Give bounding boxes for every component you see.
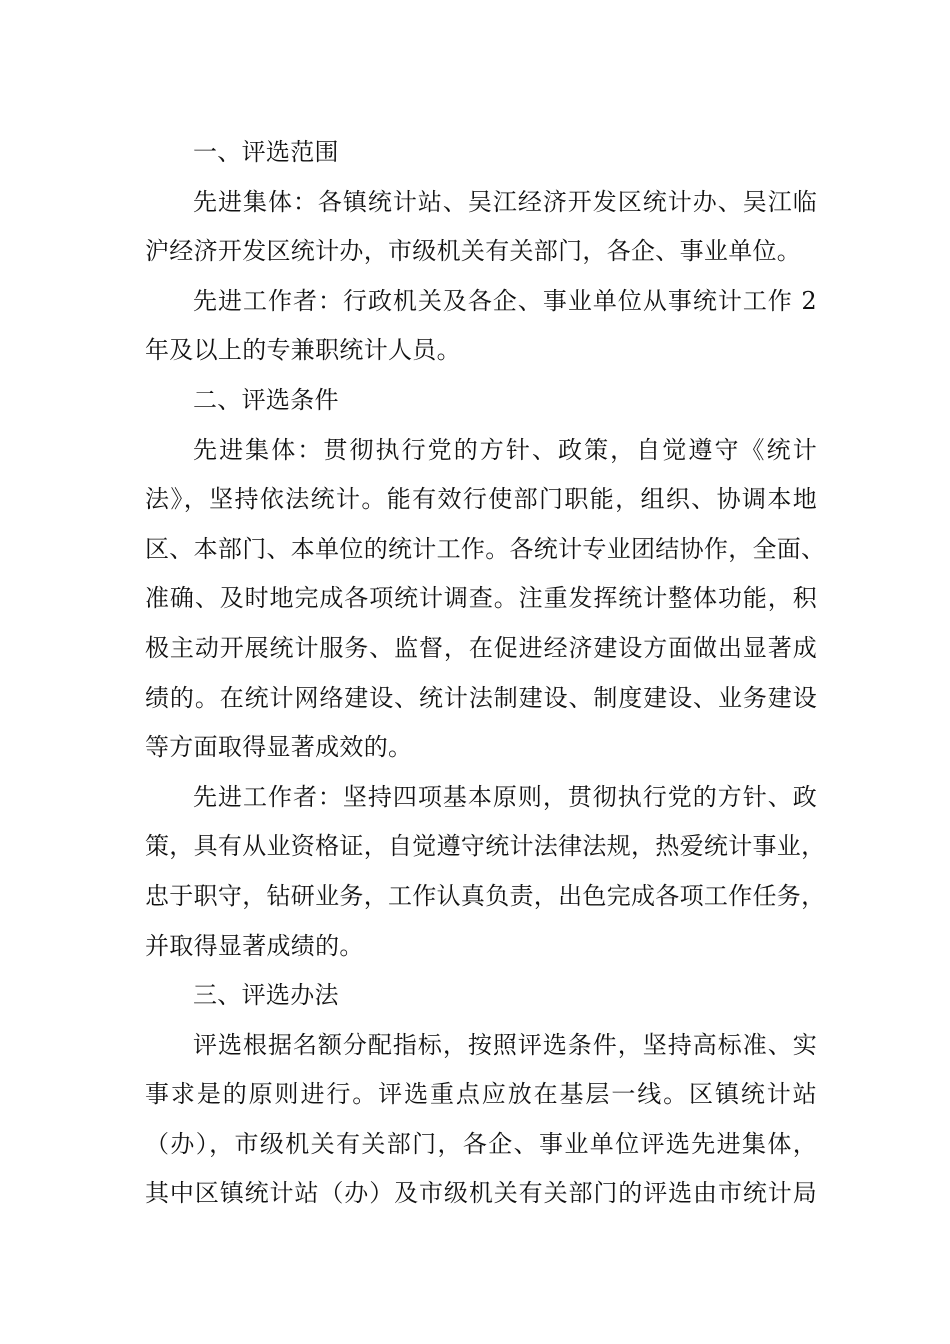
- paragraph-line: 策，具有从业资格证，自觉遵守统计法律法规，热爱统计事业，: [145, 832, 826, 861]
- paragraph-line: 等方面取得显著成效的。: [145, 733, 413, 762]
- section-heading: 二、评选条件: [193, 385, 339, 414]
- paragraph-line: 先进工作者：坚持四项基本原则，贯彻执行党的方针、政: [193, 782, 817, 811]
- paragraph-line: 极主动开展统计服务、监督，在促进经济建设方面做出显著成: [145, 633, 817, 662]
- section-heading: 三、评选办法: [193, 981, 339, 1010]
- paragraph-line: 并取得显著成绩的。: [145, 931, 364, 960]
- paragraph-line: 评选根据名额分配指标，按照评选条件，坚持高标准、实: [193, 1030, 817, 1059]
- paragraph-line: 先进集体：各镇统计站、吴江经济开发区统计办、吴江临: [193, 187, 817, 216]
- paragraph-line: 其中区镇统计站（办）及市级机关有关部门的评选由市统计局: [145, 1179, 817, 1208]
- paragraph-line: 先进集体：贯彻执行党的方针、政策，自觉遵守《统计: [193, 435, 817, 464]
- document-body: [145, 128, 826, 1219]
- paragraph-line: 事求是的原则进行。评选重点应放在基层一线。区镇统计站: [145, 1080, 817, 1109]
- paragraph-line: 绩的。在统计网络建设、统计法制建设、制度建设、业务建设: [145, 683, 817, 712]
- paragraph-line: 先进工作者：行政机关及各企、事业单位从事统计工作 2: [193, 286, 817, 315]
- paragraph-line: 准确、及时地完成各项统计调查。注重发挥统计整体功能，积: [145, 584, 817, 613]
- paragraph-line: 区、本部门、本单位的统计工作。各统计专业团结协作，全面、: [145, 534, 826, 563]
- paragraph-line: 年及以上的专兼职统计人员。: [145, 336, 461, 365]
- section-heading: 一、评选范围: [193, 138, 339, 166]
- paragraph-line: （办），市级机关有关部门，各企、事业单位评选先进集体，: [145, 1129, 817, 1158]
- paragraph-line: 法》，坚持依法统计。能有效行使部门职能，组织、协调本地: [145, 485, 817, 514]
- paragraph-line: 忠于职守，钻研业务，工作认真负责，出色完成各项工作任务，: [145, 881, 826, 910]
- paragraph-line: 沪经济开发区统计办，市级机关有关部门，各企、事业单位。: [145, 237, 802, 266]
